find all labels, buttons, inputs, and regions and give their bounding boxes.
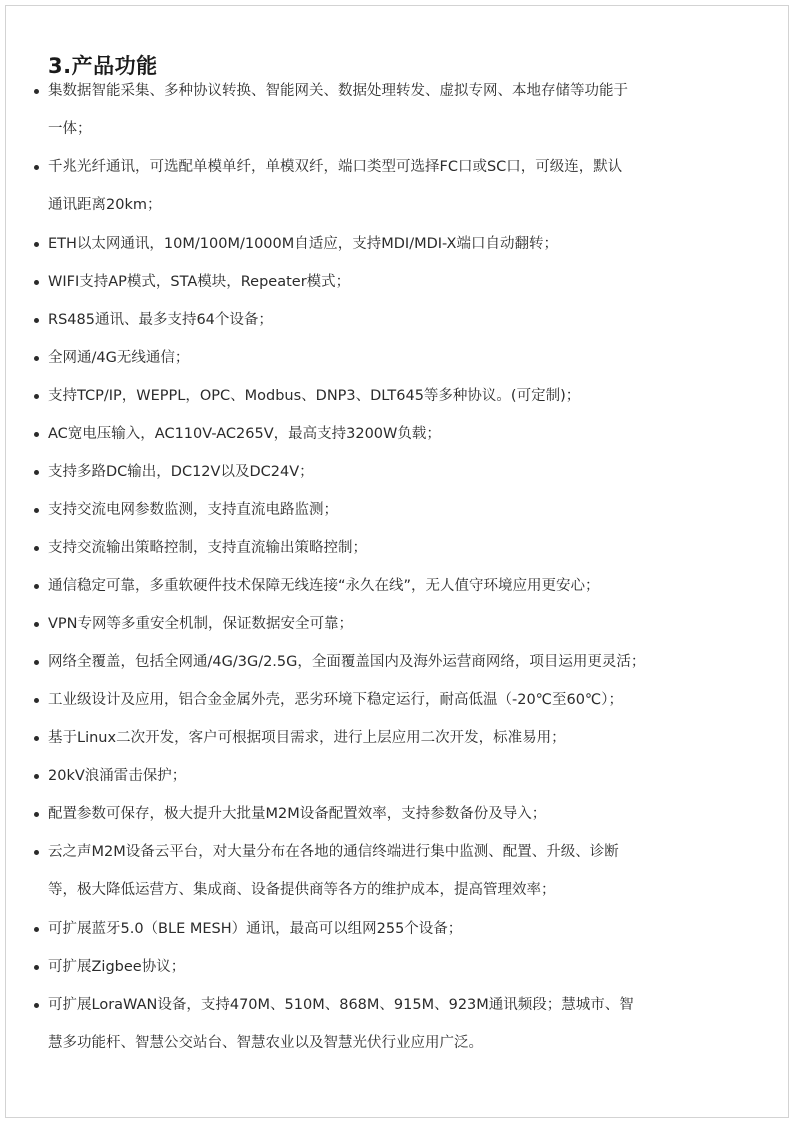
list-item	[48, 150, 758, 223]
bullet-icon	[34, 965, 39, 970]
list-item	[48, 493, 758, 528]
item-text-continued: 通讯距离20km；	[48, 197, 162, 213]
bullet-icon	[34, 546, 39, 551]
item-text: AC宽电压输入，AC110V-AC265V，最高支持3200W负载；	[48, 426, 441, 442]
bullet-icon	[34, 812, 39, 817]
item-text: 网络全覆盖，包括全网通/4G/3G/2.5G，全面覆盖国内及海外运营商网络，项目运用更灵活；	[48, 654, 646, 670]
list-item	[48, 607, 758, 642]
list-item	[48, 797, 758, 832]
item-text: 支持交流电网参数监测，支持直流电路监测；	[48, 502, 338, 518]
item-text: 千兆光纤通讯，可选配单模单纤，单模双纤，端口类型可选择FC口或SC口，可级连，默认	[48, 159, 623, 175]
item-text: 工业级设计及应用，铝合金金属外壳，恶劣环境下稳定运行，耐高低温（-20℃至60℃）；	[48, 692, 623, 708]
bullet-icon	[34, 356, 39, 361]
list-item	[48, 835, 758, 908]
section-title: 3.产品功能	[48, 54, 158, 79]
list-item	[48, 645, 758, 680]
item-text: 20kV浪涌雷击保护；	[48, 768, 187, 784]
item-text: 云之声M2M设备云平台，对大量分布在各地的通信终端进行集中监测、配置、升级、诊断	[48, 844, 619, 860]
item-text: 支持交流输出策略控制，支持直流输出策略控制；	[48, 540, 367, 556]
bullet-icon	[34, 508, 39, 513]
bullet-icon	[34, 165, 39, 170]
item-text: 通信稳定可靠，多重软硬件技术保障无线连接“永久在线”，无人值守环境应用更安心；	[48, 578, 600, 594]
bullet-icon	[34, 850, 39, 855]
list-item	[48, 950, 758, 985]
bullet-icon	[34, 318, 39, 323]
bullet-icon	[34, 774, 39, 779]
bullet-icon	[34, 698, 39, 703]
list-item	[48, 379, 758, 414]
bullet-icon	[34, 394, 39, 399]
bullet-icon	[34, 1003, 39, 1008]
list-item	[48, 569, 758, 604]
bullet-icon	[34, 242, 39, 247]
bullet-icon	[34, 584, 39, 589]
bullet-icon	[34, 432, 39, 437]
bullet-icon	[34, 470, 39, 475]
item-text: VPN专网等多重安全机制，保证数据安全可靠；	[48, 616, 354, 632]
list-item	[48, 759, 758, 794]
item-text: ETH以太网通讯，10M/100M/1000M自适应，支持MDI/MDI-X端口自动翻转；	[48, 236, 558, 252]
bullet-icon	[34, 736, 39, 741]
bullet-icon	[34, 89, 39, 94]
bullet-icon	[34, 927, 39, 932]
item-text: 基于Linux二次开发，客户可根据项目需求，进行上层应用二次开发，标准易用；	[48, 730, 566, 746]
bullet-icon	[34, 622, 39, 627]
item-text-continued: 等，极大降低运营方、集成商、设备提供商等各方的维护成本，提高管理效率；	[48, 882, 556, 898]
list-item	[48, 912, 758, 947]
list-item	[48, 265, 758, 300]
list-item	[48, 683, 758, 718]
list-item	[48, 531, 758, 566]
item-text-continued: 慧多功能杆、智慧公交站台、智慧农业以及智慧光伏行业应用广泛。	[48, 1035, 483, 1051]
list-item	[48, 721, 758, 756]
item-text: WIFI支持AP模式，STA模块，Repeater模式；	[48, 274, 351, 290]
bullet-icon	[34, 280, 39, 285]
list-item	[48, 341, 758, 376]
item-text: 支持多路DC输出，DC12V以及DC24V；	[48, 464, 314, 480]
item-text: 可扩展Zigbee协议；	[48, 959, 186, 975]
item-text: 全网通/4G无线通信；	[48, 350, 190, 366]
item-text: 集数据智能采集、多种协议转换、智能网关、数据处理转发、虚拟专网、本地存储等功能于	[48, 83, 628, 99]
item-text: 支持TCP/IP，WEPPL，OPC、Modbus、DNP3、DLT645等多种协议。(可定制)；	[48, 388, 581, 404]
item-text: RS485通讯、最多支持64个设备；	[48, 312, 273, 328]
list-item	[48, 455, 758, 490]
list-item	[48, 303, 758, 338]
list-item	[48, 74, 758, 147]
list-item	[48, 988, 758, 1061]
bullet-icon	[34, 660, 39, 665]
item-text: 可扩展LoraWAN设备，支持470M、510M、868M、915M、923M通讯频段；慧城市、智	[48, 997, 634, 1013]
item-text: 可扩展蓝牙5.0（BLE MESH）通讯，最高可以组网255个设备；	[48, 921, 463, 937]
item-text-continued: 一体；	[48, 121, 92, 137]
list-item	[48, 227, 758, 262]
item-text: 配置参数可保存，极大提升大批量M2M设备配置效率，支持参数备份及导入；	[48, 806, 547, 822]
list-item	[48, 417, 758, 452]
